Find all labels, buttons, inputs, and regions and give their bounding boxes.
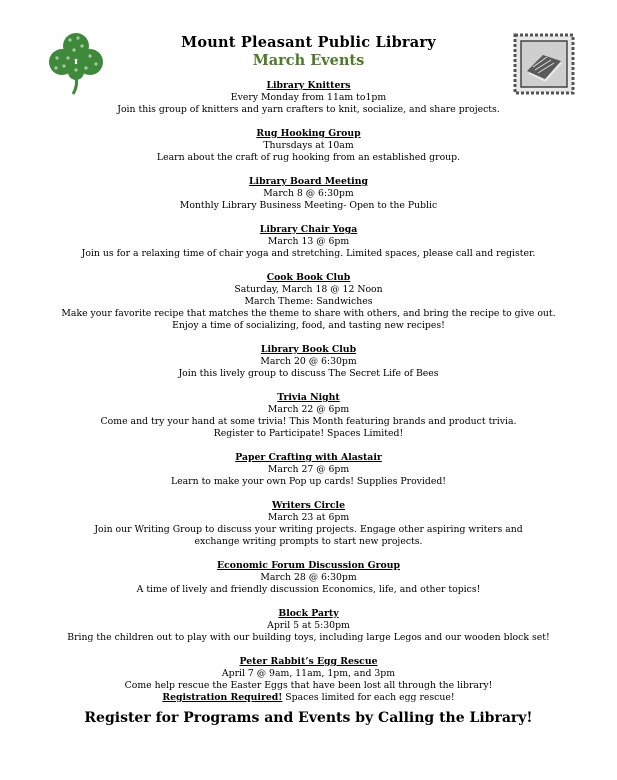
event-egg-rescue: [0, 656, 617, 704]
registration-required-label: Registration Required!: [162, 692, 283, 703]
event-cook-book-club: [0, 272, 617, 332]
event-line: March 20 @ 6:30pm: [260, 356, 357, 367]
event-line: Learn about the craft of rug hooking from an established group.: [156, 152, 461, 163]
event-line: Come and try your hand at some trivia! This Month featuring brands and product trivia.: [100, 416, 517, 427]
event-writers-circle: [0, 500, 617, 548]
event-line: March 27 @ 6pm: [267, 464, 350, 475]
footer-callout: Register for Programs and Events by Calling the Library!: [84, 710, 533, 726]
event-line: March 28 @ 6:30pm: [260, 572, 357, 583]
event-line: Enjoy a time of socializing, food, and tasting new recipes!: [172, 320, 445, 331]
event-line: Thursdays at 10am: [263, 140, 354, 151]
event-line: April 5 at 5:30pm: [267, 620, 350, 631]
event-line: Join our Writing Group to discuss your writing projects. Engage other aspiring writers and: [94, 524, 523, 535]
event-economic-forum: [0, 560, 617, 596]
event-line: Make your favorite recipe that matches the theme to share with others, and bring the recipe to give out.: [61, 308, 556, 319]
event-line: Learn to make your own Pop up cards! Supplies Provided!: [170, 476, 447, 487]
event-line: Join us for a relaxing time of chair yoga and stretching. Limited spaces, please call and register.: [81, 248, 536, 259]
event-title: Peter Rabbit’s Egg Rescue: [239, 656, 378, 667]
registration-note: Spaces limited for each egg rescue!: [282, 692, 455, 703]
event-trivia-night: [0, 392, 617, 440]
event-line: Monthly Library Business Meeting- Open to the Public: [179, 200, 438, 211]
event-title: Economic Forum Discussion Group: [217, 560, 400, 571]
event-line: Register to Participate! Spaces Limited!: [213, 428, 404, 439]
event-title: Library Knitters: [266, 80, 351, 91]
event-book-club: [0, 344, 617, 380]
event-title: Library Book Club: [260, 344, 357, 355]
month-title: March Events: [252, 52, 365, 69]
event-line: Come help rescue the Easter Eggs that have been lost all through the library!: [124, 680, 493, 691]
event-title: Rug Hooking Group: [256, 128, 361, 139]
event-line: Saturday, March 18 @ 12 Noon: [234, 284, 383, 295]
event-line: exchange writing prompts to start new projects.: [194, 536, 423, 547]
event-library-knitters: [0, 80, 617, 116]
event-line: Every Monday from 11am to1pm: [230, 92, 387, 103]
event-line: March Theme: Sandwiches: [244, 296, 373, 307]
event-paper-crafting: [0, 452, 617, 488]
event-line: April 7 @ 9am, 11am, 1pm, and 3pm: [221, 668, 396, 679]
event-title: Writers Circle: [272, 500, 345, 511]
event-line: March 13 @ 6pm: [267, 236, 350, 247]
event-line: March 22 @ 6pm: [267, 404, 350, 415]
event-title: Library Board Meeting: [249, 176, 368, 187]
event-title: Cook Book Club: [266, 272, 351, 283]
event-line: Join this lively group to discuss The Secret Life of Bees: [178, 368, 439, 379]
event-rug-hooking: [0, 128, 617, 164]
event-title: Trivia Night: [277, 392, 340, 403]
event-line: [0, 692, 617, 704]
event-block-party: [0, 608, 617, 644]
library-name: Mount Pleasant Public Library: [181, 34, 436, 51]
event-line: A time of lively and friendly discussion Economics, life, and other topics!: [136, 584, 481, 595]
event-title: Block Party: [278, 608, 339, 619]
event-line: March 23 at 6pm: [267, 512, 350, 523]
event-line: March 8 @ 6:30pm: [263, 188, 354, 199]
event-title: Paper Crafting with Alastair: [235, 452, 382, 463]
event-title: Library Chair Yoga: [259, 224, 358, 235]
event-chair-yoga: [0, 224, 617, 260]
event-line: Bring the children out to play with our building toys, including large Legos and our wooden block set!: [67, 632, 550, 643]
event-board-meeting: [0, 176, 617, 212]
events-list: [0, 80, 617, 716]
event-line: Join this group of knitters and yarn crafters to knit, socialize, and share projects.: [117, 104, 500, 115]
